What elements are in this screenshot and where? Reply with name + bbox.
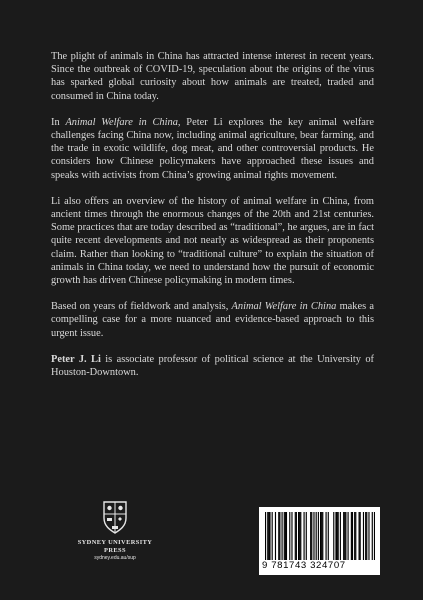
barcode-bar xyxy=(337,512,338,560)
author-name: Peter J. Li xyxy=(51,353,101,365)
book-title-ref: Animal Welfare in China xyxy=(65,116,178,128)
barcode-bar xyxy=(374,512,375,560)
barcode-bar xyxy=(335,512,336,560)
barcode-bar xyxy=(289,512,290,560)
barcode-bar xyxy=(300,512,301,560)
barcode-bar xyxy=(291,512,292,560)
barcode-bar xyxy=(320,512,321,560)
publisher-name: SYDNEY UNIVERSITY PRESS xyxy=(77,539,153,554)
blurb-paragraph-history xyxy=(51,195,374,287)
barcode-bar xyxy=(365,512,366,560)
barcode-bar xyxy=(311,512,312,560)
barcode-bars xyxy=(265,512,375,560)
barcode-bar xyxy=(355,512,356,560)
barcode-bar xyxy=(282,512,283,560)
barcode-bar xyxy=(344,512,345,560)
barcode-bar xyxy=(372,512,373,560)
barcode-bar xyxy=(338,512,339,560)
barcode-bar xyxy=(310,512,311,560)
barcode-bar xyxy=(322,512,323,560)
barcode-bar xyxy=(354,512,355,560)
conclusion-text: makes a compelling case for a more nuanced and evidence-based approach to this urgent issue. xyxy=(51,301,374,339)
barcode-bar xyxy=(286,512,287,560)
blurb-paragraph-conclusion xyxy=(51,300,374,340)
barcode-bar xyxy=(279,512,280,560)
barcode-bar xyxy=(285,512,286,560)
isbn-digits: 9 781743 324707 xyxy=(262,560,346,571)
isbn-barcode xyxy=(259,507,380,575)
barcode-bar xyxy=(296,512,297,560)
barcode-bar xyxy=(326,512,327,560)
barcode-bar xyxy=(269,512,270,560)
barcode-bar xyxy=(363,512,364,560)
barcode-bar xyxy=(313,512,314,560)
barcode-bar xyxy=(318,512,319,560)
barcode-bar xyxy=(304,512,305,560)
book-title-ref: Animal Welfare in China xyxy=(231,301,337,313)
history-text: Li also offers an overview of the history of animal welfare in China, from ancient times through the enormous changes of the 20th and 21st centuries. Some practices that are today described as “traditional”, he argues, are in fact quite recent developments and not nearly as widespread as their proponents claim. Rather than looking to “traditional culture” to explain the situation of animals in China today, we need to understand how the pursuit of economic growth has driven Chinese policymaking in modern times. xyxy=(51,195,374,287)
blurb-text xyxy=(51,50,374,392)
barcode-bar xyxy=(299,512,300,560)
university-crest-icon xyxy=(102,500,128,534)
topics-text: , Peter Li explores the key animal welfare challenges facing China now, including animal agriculture, bear farming, and the trade in exotic wildlife, dog meat, and other controversial products. He considers how Chinese policymakers have approached these issues and speaks with activists from China’s growing animal rights movement. xyxy=(51,116,374,181)
author-bio-text: is associate professor of political science at the University of Houston-Downtown. xyxy=(51,353,374,379)
barcode-bar xyxy=(278,512,279,560)
blurb-paragraph-intro xyxy=(51,50,374,103)
barcode-bar xyxy=(265,512,266,560)
barcode-bar xyxy=(272,512,273,560)
barcode-bar xyxy=(328,512,329,560)
barcode-bar xyxy=(343,512,344,560)
barcode-bar xyxy=(368,512,369,560)
barcode-bar xyxy=(340,512,341,560)
publisher-url: sydney.edu.au/sup xyxy=(94,555,136,561)
barcode-bar xyxy=(366,512,367,560)
topics-lead: In xyxy=(51,116,66,128)
barcode-bar xyxy=(345,512,346,560)
barcode-bar xyxy=(351,512,352,560)
barcode-bar xyxy=(333,512,334,560)
barcode-bar xyxy=(284,512,285,560)
barcode-bar xyxy=(321,512,322,560)
barcode-bar xyxy=(298,512,299,560)
barcode-bar xyxy=(360,512,361,560)
conclusion-lead: Based on years of fieldwork and analysis, xyxy=(51,301,232,313)
barcode-bar xyxy=(267,512,268,560)
barcode-bar xyxy=(359,512,360,560)
intro-text: The plight of animals in China has attracted intense interest in recent years. Since the outbreak of COVID-19, speculation about the origins of the virus has sparked global curiosity about how animals are treated, traded and consumed in China today. xyxy=(51,51,374,102)
author-bio xyxy=(51,353,374,379)
blurb-paragraph-topics xyxy=(51,116,374,182)
barcode-bar xyxy=(352,512,353,560)
barcode-bar xyxy=(348,512,349,560)
barcode-bar xyxy=(295,512,296,560)
barcode-bar xyxy=(306,512,307,560)
barcode-bar xyxy=(316,512,317,560)
barcode-bar xyxy=(268,512,269,560)
publisher-imprint xyxy=(70,500,160,562)
barcode-bar xyxy=(275,512,276,560)
